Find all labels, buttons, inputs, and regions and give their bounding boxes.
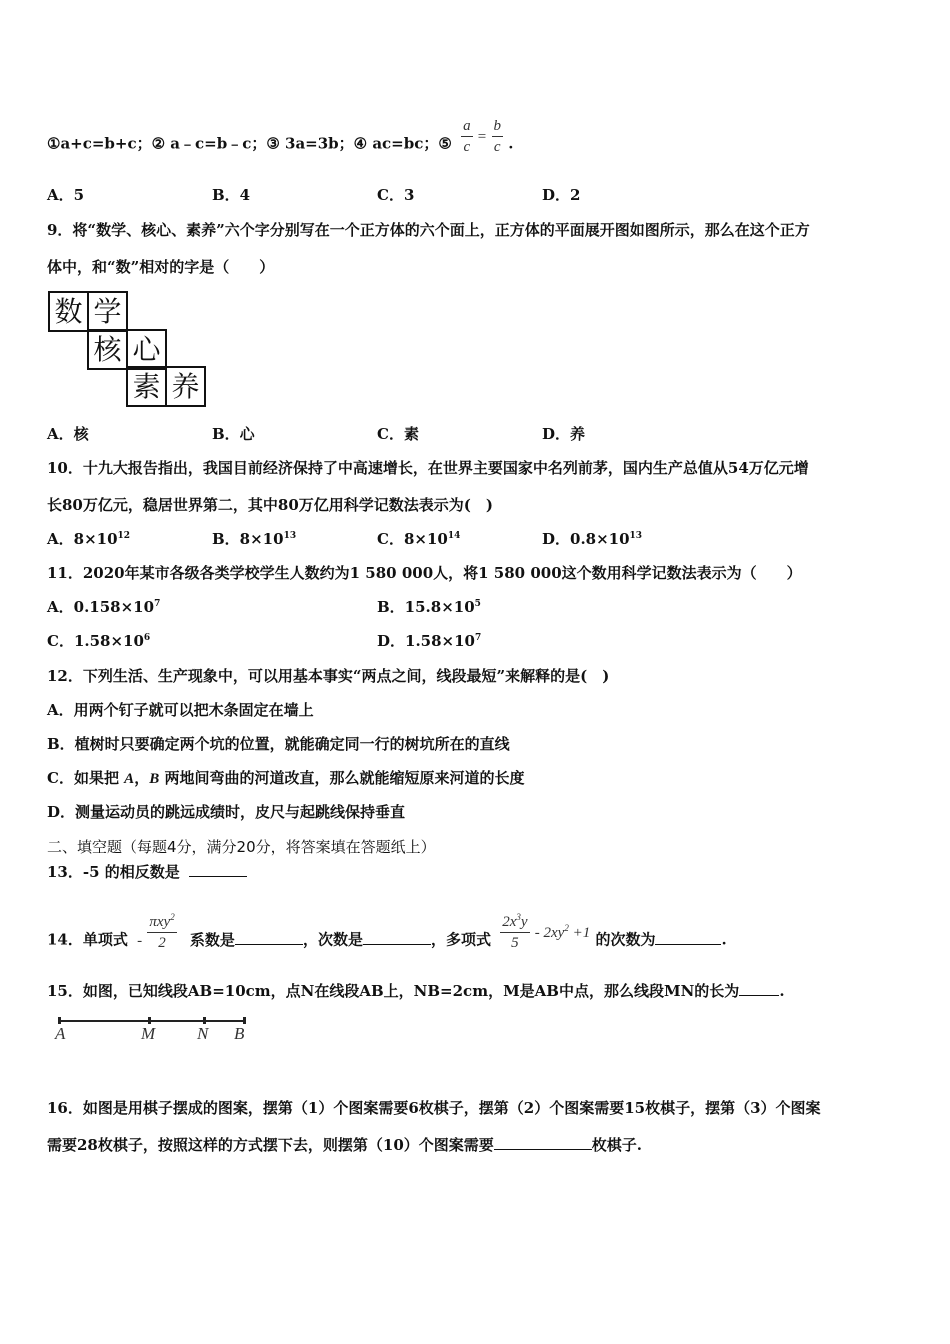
cube-face-xue: 学: [87, 291, 128, 332]
q11-option-b[interactable]: B．$15.8\times 10^5$: [377, 598, 481, 616]
point-b-tick: [243, 1017, 246, 1024]
q13-answer-blank[interactable]: [189, 862, 247, 877]
cube-face-yang: 养: [165, 366, 206, 407]
q8-option-d[interactable]: D．2: [542, 186, 581, 204]
section-fill-in-header: 二、填空题（每题4分，满分20分，将答案填在答题纸上）: [47, 838, 436, 856]
q13-stem: 13．-5 的相反数是: [47, 861, 247, 883]
q14-coefficient-blank[interactable]: [235, 930, 303, 945]
q10-option-a[interactable]: A．$8\times 10^{12}$: [47, 530, 131, 548]
polynomial-rest: - $2xy^2 +1$: [534, 922, 591, 941]
q12-option-c[interactable]: C．如果把 A，B 两地间弯曲的河道改直，那么就能缩短原来河道的长度: [47, 769, 525, 787]
q12-stem: 12．下列生活、生产现象中，可以用基本事实“两点之间，线段最短”来解释的是( ): [47, 667, 610, 685]
segment-figure: [55, 1014, 255, 1048]
cube-face-xin: 心: [126, 329, 167, 370]
q8-statements: ①a+c=b+c；② a﹣c=b﹣c；③ 3a=3b；④ ac=bc；⑤ $\frac{a}{c}$ = $\frac{b}{c}$ .: [47, 118, 514, 155]
q9-stem-line2: 体中，和“数”相对的字是（ ）: [47, 258, 275, 276]
point-n-tick: [203, 1017, 206, 1024]
label-a: A: [55, 1024, 66, 1043]
q15-stem: 15．如图，已知线段AB=10cm，点N在线段AB上，NB=2cm，M是AB中点，那么线段MN的长为 .: [47, 982, 785, 1000]
cube-face-shu: 数: [48, 291, 89, 332]
q9-option-d[interactable]: D．养: [542, 425, 586, 443]
polynomial-fraction: $\frac{2x^3y}{5}$: [502, 912, 528, 951]
q14-poly-degree-blank[interactable]: [655, 930, 721, 945]
q8-option-a[interactable]: A．5: [47, 186, 85, 204]
q12-option-d[interactable]: D．测量运动员的跳远成绩时，皮尺与起跳线保持垂直: [47, 803, 406, 821]
q10-option-c[interactable]: C．$8\times 10^{14}$: [377, 530, 461, 548]
fraction-a-over-c: $\frac{a}{c}$: [463, 118, 471, 155]
cube-face-su: 素: [126, 366, 167, 407]
q11-option-a[interactable]: A．$0.158\times 10^7$: [47, 598, 161, 616]
q12-option-b[interactable]: B．植树时只要确定两个坑的位置，就能确定同一行的树坑所在的直线: [47, 735, 510, 753]
q9-option-a[interactable]: A．核: [47, 425, 89, 443]
q10-option-b[interactable]: B．$8\times 10^{13}$: [212, 530, 297, 548]
q9-stem-line1: 9．将“数学、核心、素养”六个字分别写在一个正方体的六个面上，正方体的平面展开图如图所示，那么在这个正方: [47, 221, 810, 239]
cube-face-he: 核: [87, 329, 128, 370]
segment-line: [59, 1020, 245, 1022]
q9-option-b[interactable]: B．心: [212, 425, 255, 443]
q11-option-d[interactable]: D．$1.58\times 10^7$: [377, 632, 482, 650]
q8-option-b[interactable]: B．4: [212, 186, 251, 204]
q11-stem: 11．2020年某市各级各类学校学生人数约为1 580 000人，将1 580 000这个数用科学记数法表示为（ ）: [47, 564, 802, 582]
q15-answer-blank[interactable]: [739, 981, 779, 996]
q16-stem-line2: 需要28枚棋子，按照这样的方式摆下去，则摆第（10）个图案需要 枚棋子.: [47, 1136, 642, 1154]
q16-answer-blank[interactable]: [494, 1135, 592, 1150]
monomial-fraction: $\frac{\pi xy^2}{2}$: [149, 912, 175, 951]
q11-option-c[interactable]: C．$1.58\times 10^6$: [47, 632, 151, 650]
label-m: M: [141, 1024, 156, 1043]
label-n: N: [197, 1024, 209, 1043]
fraction-b-over-c: $\frac{b}{c}$: [493, 118, 501, 155]
point-m-tick: [148, 1017, 151, 1024]
q10-stem-line2: 长80万亿元，稳居世界第二，其中80万亿用科学记数法表示为( ): [47, 496, 493, 514]
q8-option-c[interactable]: C．3: [377, 186, 415, 204]
q12-option-a[interactable]: A．用两个钉子就可以把木条固定在墙上: [47, 701, 314, 719]
q9-option-c[interactable]: C．素: [377, 425, 419, 443]
q16-stem-line1: 16．如图是用棋子摆成的图案，摆第（1）个图案需要6枚棋子，摆第（2）个图案需要15枚棋子，摆第（3）个图案: [47, 1099, 821, 1117]
q10-stem-line1: 10．十九大报告指出，我国目前经济保持了中高速增长，在世界主要国家中名列前茅，国内生产总值从54万亿元增: [47, 459, 809, 477]
q10-option-d[interactable]: D．$0.8\times 10^{13}$: [542, 530, 643, 548]
point-a-tick: [58, 1017, 61, 1024]
q14-degree-blank[interactable]: [363, 930, 431, 945]
q14-stem: 14．单项式 - $\frac{\pi xy^2}{2}$ 系数是 ，次数是 ，多项式 $\frac{2x^3y}{5}$ - $2xy^2 +1$ 的次数为 .: [47, 912, 727, 951]
label-b: B: [234, 1024, 245, 1043]
